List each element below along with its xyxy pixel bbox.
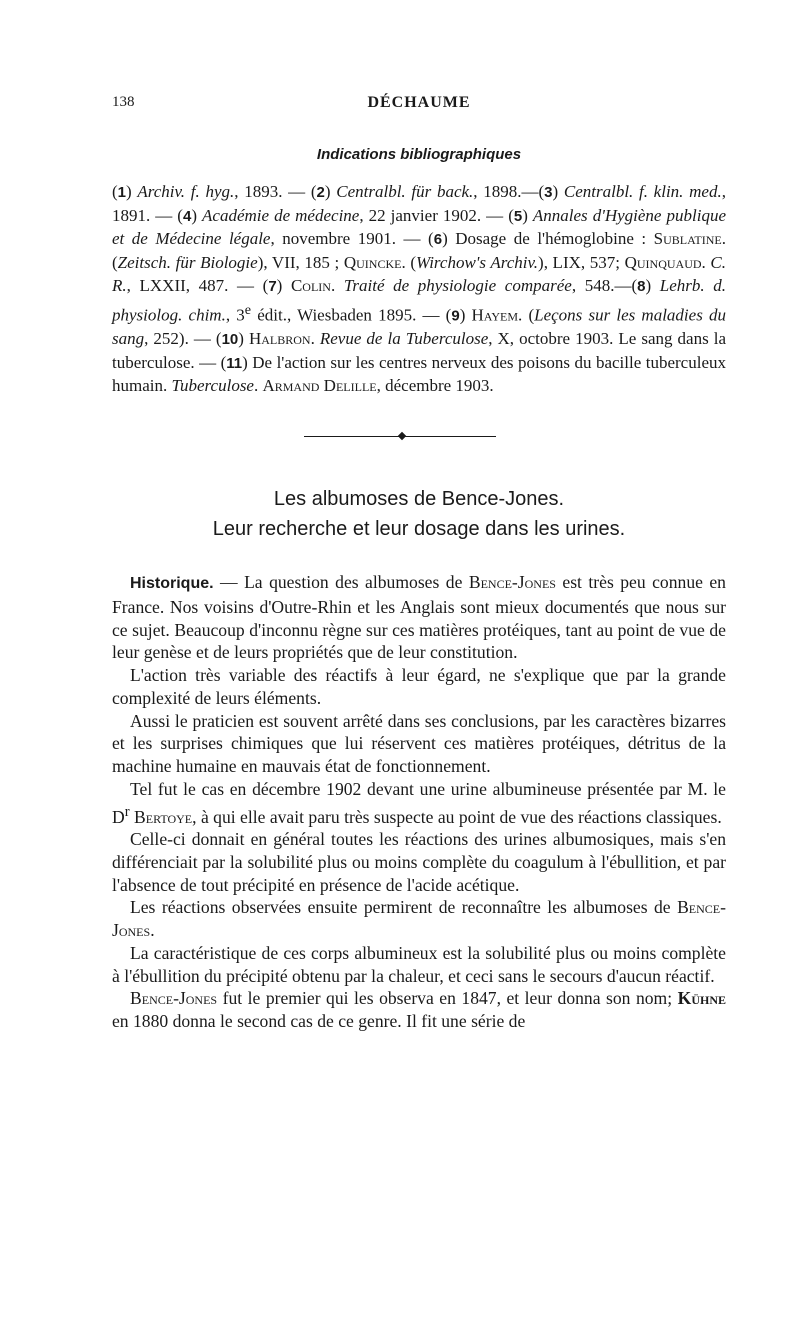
author-name: Quincke xyxy=(343,253,402,273)
ref-number: 4 xyxy=(182,207,192,225)
ref-number: 6 xyxy=(433,231,443,249)
article-title-line: Les albumoses de Bence-Jones. xyxy=(273,488,565,510)
author-name: Bence-Jones xyxy=(468,572,556,592)
ref-number: 8 xyxy=(637,277,646,295)
bibliography-heading: Indications bibliographiques xyxy=(316,146,522,163)
section-divider xyxy=(304,433,496,441)
ref-number: 2 xyxy=(316,184,325,201)
author-name: Sublatine xyxy=(653,229,722,249)
diamond-ornament-icon xyxy=(398,432,406,440)
running-head xyxy=(112,94,726,116)
ref-number: 3 xyxy=(544,184,553,201)
author-name: Bence-Jones xyxy=(112,897,726,941)
paragraph: La caractéristique de ces corps albumineux est la solubilité plus ou moins complète à l'ébullition du précipité obtenu par la chaleur, et ceci sans le secours d'aucun réactif. xyxy=(112,942,726,986)
author-name: Colin xyxy=(290,275,331,295)
author-name: Quinquaud xyxy=(624,253,702,273)
paragraph: Celle-ci donnait en général toutes les réactions des urines albumosiques, mais s'en différenciait par la solubilité plus ou moins complète du coagulum à l'ébullition, et par l'absence de tout précipité en présence de l'acide acétique. xyxy=(112,829,726,895)
article-title xyxy=(112,484,726,544)
author-name: Hayem xyxy=(471,305,519,325)
paragraph: L'action très variable des réactifs à leur égard, ne s'explique que par la grande complexité de leurs éléments. xyxy=(112,665,726,708)
ref-number: 11 xyxy=(226,354,243,372)
ref-number: 10 xyxy=(221,330,239,348)
paragraph: Les réactions observées ensuite permirent de reconnaître les albumoses de Bence-Jones. xyxy=(112,897,726,941)
ref-number: 9 xyxy=(451,307,460,325)
author-name: Bertoye xyxy=(134,806,193,827)
paragraph: Bence-Jones fut le premier qui les observa en 1847, et leur donna son nom; Kühne en 1880 donna le second cas de ce genre. Il fit une série de xyxy=(112,988,726,1032)
author-name: Bence-Jones xyxy=(130,988,218,1009)
article-body xyxy=(112,571,726,1033)
ref-number: 5 xyxy=(513,207,523,225)
author-name: Kühne xyxy=(677,988,726,1009)
paragraph: Tel fut le cas en décembre 1902 devant une urine albumineuse présentée par M. le $D^r$ Bertoye, à qui elle avait paru très suspecte au point de vue des réactions classiques. xyxy=(112,778,726,827)
author-name: Armand Delille xyxy=(262,376,377,396)
ref-number: 7 xyxy=(268,277,277,295)
running-title: DÉCHAUME xyxy=(367,94,471,111)
bibliography-text: (1) Archiv. f. hyg., 1893. — (2) Centralbl. für back., 1898.—(3) Centralbl. f. klin. med., 1891. — (4) Académie de médecine, 22 janvier 1902. — (5) Annales d'Hygiène publique et de Médecine légale, novembre 1901. — (6) Dosage de l'hémoglobine : Sublatine. (Zeitsch. für Biologie), VII, 185 ; Quincke. (Wirchow's Archiv.), LIX, 537; Quinquaud. C. R., LXXII, 487. — (7) Colin. Traité de physiologie comparée, 548.—(8) Lehrb. d. physiolog. chim., 3e édit., Wiesbaden 1895. — (9) Hayem. (Leçons sur les maladies du sang, 252). — (10) Halbron. Revue de la Tuberculose, X, octobre 1903. Le sang dans la tuberculose. — (11) De l'action sur les centres nerveux des poisons du bacille tuberculeux humain. Tuberculose. Armand Delille, décembre 1903. xyxy=(112,182,727,396)
page-number: 138 xyxy=(112,94,135,110)
ref-number: 1 xyxy=(117,184,127,201)
paragraph: Aussi le praticien est souvent arrêté dans ses conclusions, par les caractères bizarres et les surprises chimiques que lui réservent ces matières protéiques, détritus de la machine humaine en mauvais état de fonctionnement. xyxy=(112,710,726,776)
author-name: Halbron xyxy=(248,328,311,348)
paragraph: Historique. — La question des albumoses de Bence-Jones est très peu connue en France. Nos voisins d'Outre-Rhin et les Anglais sont mieux documentés que nous sur ce sujet. Beaucoup d'inconnu règne sur ces matières protéiques, tant au point de vue de leur genèse et de leurs propriétés que de leur constitution. xyxy=(112,572,726,663)
section-label: Historique. xyxy=(130,575,214,592)
article-title-line: Leur recherche et leur dosage dans les urines. xyxy=(212,518,626,540)
